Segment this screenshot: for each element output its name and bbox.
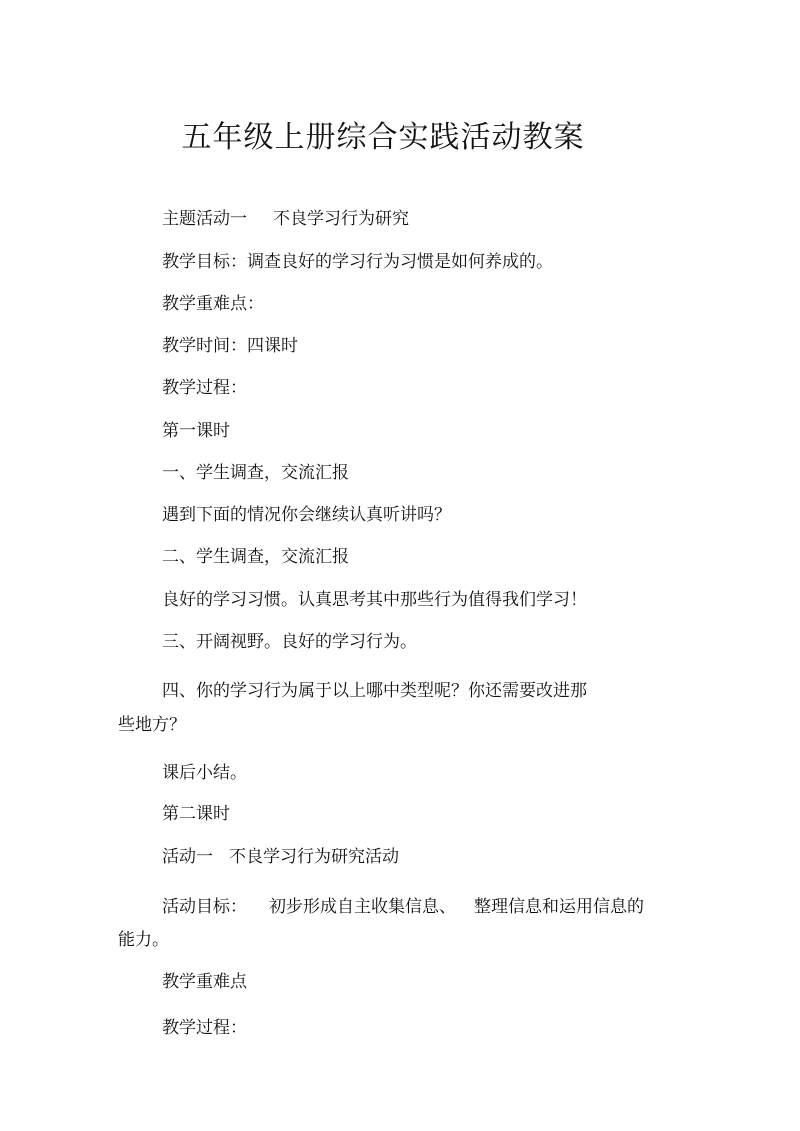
process2-line: 教学过程： (162, 1018, 247, 1038)
summary-line: 课后小结。 (162, 763, 247, 783)
lesson1-heading: 第一课时 (162, 421, 230, 441)
key-points2-line: 教学重难点 (162, 972, 247, 992)
goal-line: 教学目标：调查良好的学习行为习惯是如何养成的。 (162, 252, 553, 272)
activity-label: 活动一 (162, 847, 213, 867)
activity-goal-part2: 整理信息和运用信息的 (474, 897, 644, 917)
theme-line (162, 207, 409, 231)
activity-goal-part1: 初步形成自主收集信息、 (269, 897, 456, 917)
key-points-line: 教学重难点： (162, 294, 264, 314)
theme-value: 不良学习行为研究 (273, 209, 409, 229)
step3-line: 三、开阔视野。良好的学习行为。 (162, 632, 417, 652)
step2-line: 二、学生调查，交流汇报 (162, 547, 349, 567)
theme-label: 主题活动一 (162, 209, 247, 229)
document-title: 五年级上册综合实践活动教案 (181, 120, 585, 155)
activity-goal-continuation: 能力。 (118, 930, 169, 950)
activity-line (162, 845, 399, 869)
step4-continuation: 些地方？ (118, 715, 186, 735)
activity-value: 不良学习行为研究活动 (229, 847, 399, 867)
step2-text: 良好的学习习惯。认真思考其中那些行为值得我们学习！ (162, 590, 587, 610)
time-line: 教学时间：四课时 (162, 336, 298, 356)
step1-question: 遇到下面的情况你会继续认真听讲吗？ (162, 505, 451, 525)
process-line: 教学过程： (162, 378, 247, 398)
activity-goal-line (162, 895, 644, 919)
step4-line: 四、你的学习行为属于以上哪中类型呢？你还需要改进那 (162, 681, 587, 701)
step1-line: 一、学生调查，交流汇报 (162, 463, 349, 483)
activity-goal-label: 活动目标： (162, 897, 247, 917)
lesson2-heading: 第二课时 (162, 804, 230, 824)
